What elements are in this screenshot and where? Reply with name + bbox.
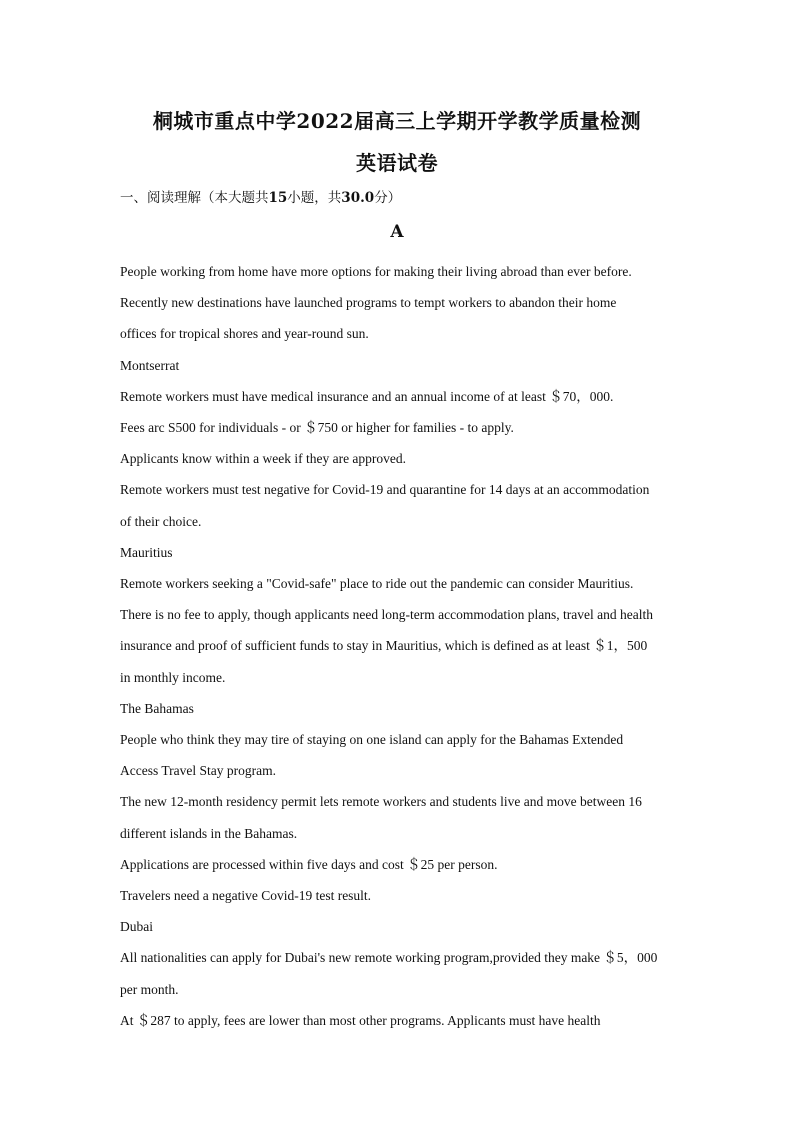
passage-line: Recently new destinations have launched programs to tempt workers to abandon their home bbox=[120, 295, 617, 311]
section-count: 15 bbox=[268, 190, 288, 206]
section-suffix: 分） bbox=[374, 190, 402, 206]
passage-body bbox=[120, 256, 680, 1036]
passage-line: Mauritius bbox=[120, 544, 173, 560]
passage-line: The new 12-month residency permit lets remote workers and students live and move between 16 bbox=[120, 794, 642, 810]
passage-line: Applicants know within a week if they are approved. bbox=[120, 451, 407, 467]
passage-line: Remote workers must test negative for Covid-19 and quarantine for 14 days at an accommodation bbox=[120, 482, 650, 498]
passage-line: Remote workers seeking a "Covid-safe" place to ride out the pandemic can consider Mauritius. bbox=[120, 576, 634, 592]
passage-line: Access Travel Stay program. bbox=[120, 763, 276, 779]
section-points: 30.0 bbox=[341, 190, 375, 206]
passage-line: Montserrat bbox=[120, 357, 180, 373]
section-prefix: 一、阅读理解（本大题共 bbox=[120, 190, 269, 206]
passage-line: in monthly income. bbox=[120, 669, 226, 685]
passage-line: different islands in the Bahamas. bbox=[120, 825, 298, 841]
passage-line: of their choice. bbox=[120, 513, 202, 529]
passage-line: offices for tropical shores and year-round sun. bbox=[120, 326, 369, 342]
exam-title: 桐城市重点中学2022届高三上学期开学教学质量检测 bbox=[152, 109, 642, 133]
section-mid: 小题，共 bbox=[287, 190, 342, 206]
passage-line: Travelers need a negative Covid-19 test result. bbox=[120, 888, 372, 904]
passage-line: Dubai bbox=[120, 919, 153, 935]
section-heading bbox=[120, 186, 401, 206]
exam-subtitle: 英语试卷 bbox=[356, 151, 438, 175]
passage-line: per month. bbox=[120, 981, 179, 997]
passage-line: There is no fee to apply, though applicants need long-term accommodation plans, travel and health bbox=[120, 607, 653, 623]
passage-line: People who think they may tire of staying on one island can apply for the Bahamas Extended bbox=[120, 732, 624, 748]
passage-line: The Bahamas bbox=[120, 700, 194, 716]
passage-line: insurance and proof of sufficient funds to stay in Mauritius, which is defined as at least ＄1，500 bbox=[120, 638, 648, 654]
passage-line: Remote workers must have medical insurance and an annual income of at least ＄70，000. bbox=[120, 388, 614, 404]
passage-line: At ＄287 to apply, fees are lower than most other programs. Applicants must have health bbox=[120, 1012, 601, 1028]
passage-line: Applications are processed within five days and cost ＄25 per person. bbox=[120, 856, 498, 872]
passage-line: All nationalities can apply for Dubai's new remote working program,provided they make ＄5，000 bbox=[120, 950, 658, 966]
passage-label: A bbox=[390, 222, 404, 242]
passage-line: Fees arc S500 for individuals - or ＄750 or higher for families - to apply. bbox=[120, 420, 514, 436]
passage-line: People working from home have more options for making their living abroad than ever before. bbox=[120, 264, 632, 279]
